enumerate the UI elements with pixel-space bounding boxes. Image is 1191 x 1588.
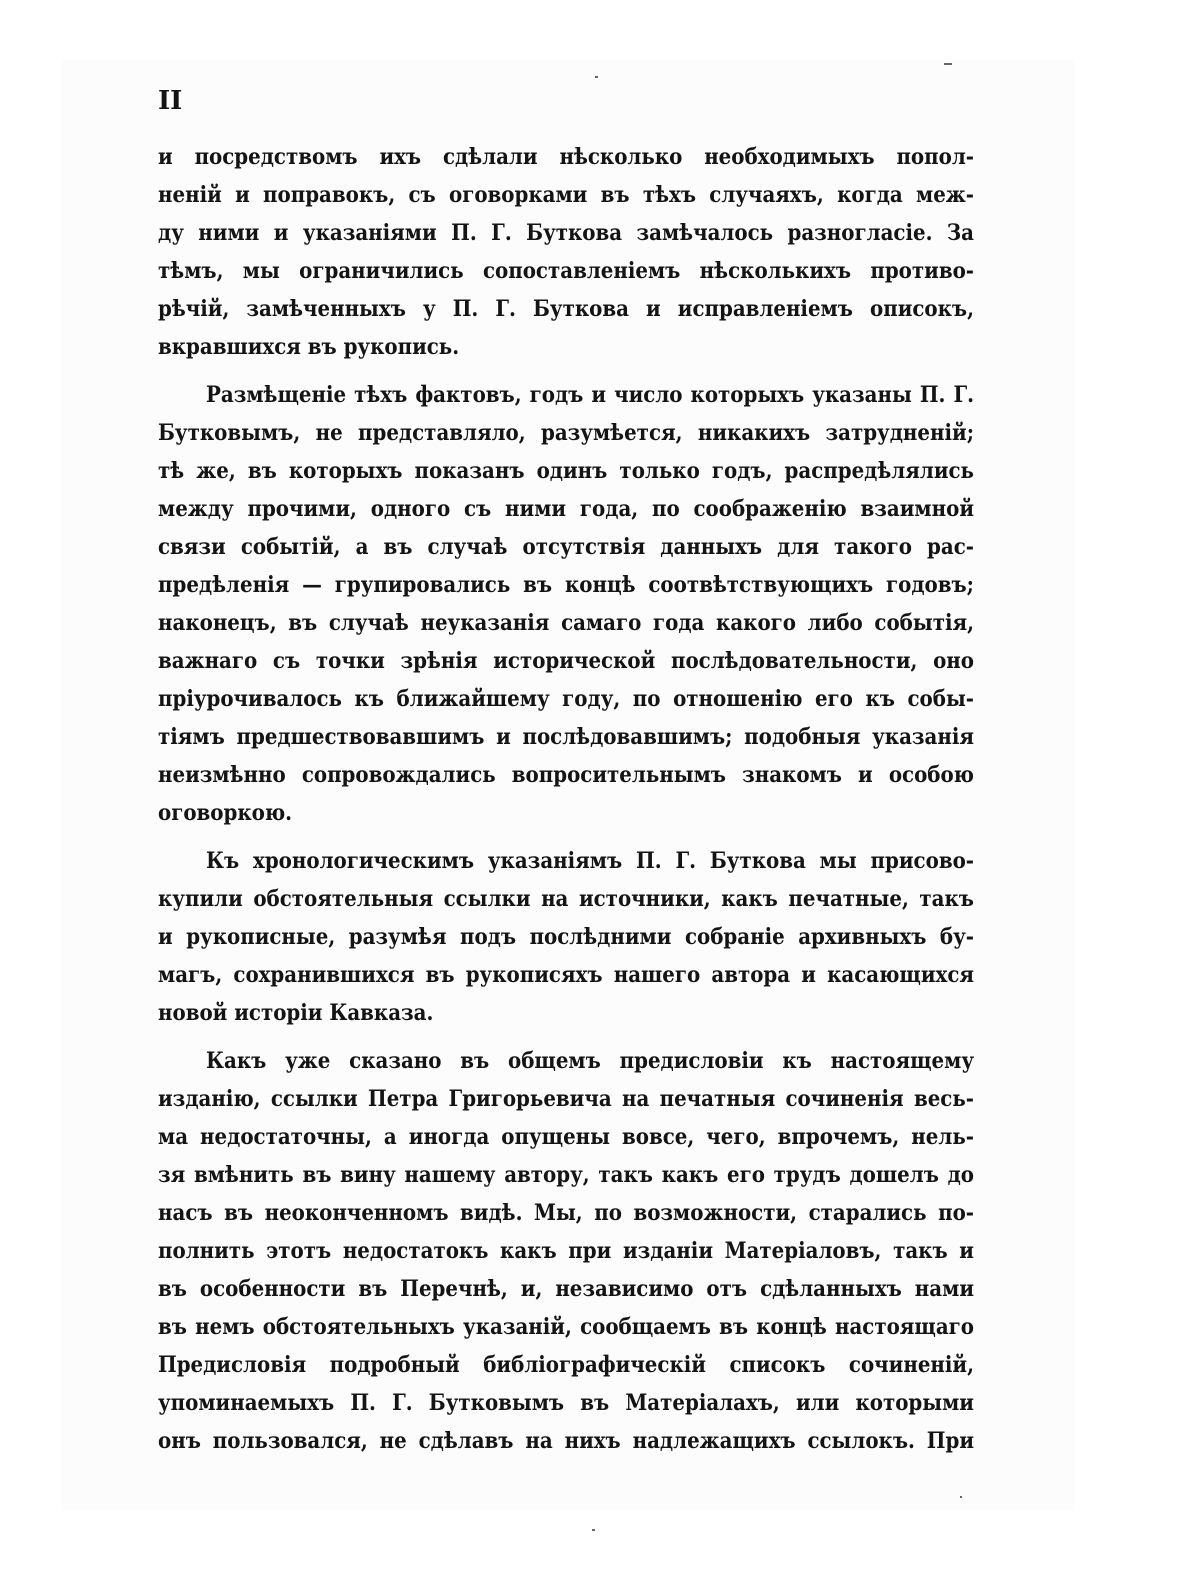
text-line: наконецъ, въ случаѣ неуказанія самаго года какого либо событія,: [158, 610, 974, 636]
text-line: связи событій, а въ случаѣ отсутствія данныхъ для такого рас-: [158, 534, 974, 560]
text-line: въ немъ обстоятельныхъ указаній, сообщаемъ въ концѣ настоящаго: [158, 1314, 974, 1340]
text-line: Къ хронологическимъ указаніямъ П. Г. Буткова мы присово-: [206, 848, 974, 874]
text-line: предѣленія — групировались въ концѣ соотвѣтствующихъ годовъ;: [158, 572, 974, 598]
text-line: вкравшихся въ рукопись.: [158, 334, 460, 360]
text-line: неизмѣнно сопровождались вопросительнымъ знакомъ и особою: [158, 762, 974, 788]
scan-speck: [960, 1496, 962, 1498]
text-line: оговоркою.: [158, 800, 293, 826]
text-line: магъ, сохранившихся въ рукописяхъ нашего автора и касающихся: [158, 962, 974, 988]
paragraph-4: [158, 1042, 974, 1460]
text-line: въ особенности въ Перечнѣ, и, независимо отъ сдѣланныхъ нами: [158, 1276, 974, 1302]
text-line: Бутковымъ, не представляло, разумѣется, никакихъ затрудненій;: [158, 420, 974, 446]
text-line: тіямъ предшествовавшимъ и послѣдовавшимъ; подобныя указанія: [158, 724, 974, 750]
text-line: тѣ же, въ которыхъ показанъ одинъ только годъ, распредѣлялись: [158, 458, 974, 484]
scan-speck: [592, 1529, 595, 1531]
text-line: рѣчій, замѣченныхъ у П. Г. Буткова и исправленіемъ описокъ,: [158, 296, 974, 322]
text-line: Какъ уже сказано въ общемъ предисловіи къ настоящему: [206, 1048, 974, 1074]
text-line: ма недостаточны, а иногда опущены вовсе, чего, впрочемъ, нель-: [158, 1124, 974, 1150]
text-line: изданію, ссылки Петра Григорьевича на печатныя сочиненія весь-: [158, 1086, 974, 1112]
paragraph-2: [158, 376, 974, 832]
text-line: и посредствомъ ихъ сдѣлали нѣсколько необходимыхъ попол-: [158, 144, 974, 170]
text-line: насъ въ неоконченномъ видѣ. Мы, по возможности, старались по-: [158, 1200, 974, 1226]
paragraph-3: [158, 842, 974, 1032]
text-line: онъ пользовался, не сдѣлавъ на нихъ надлежащихъ ссылокъ. При: [158, 1428, 974, 1454]
text-line: упоминаемыхъ П. Г. Бутковымъ въ Матеріалахъ, или которыми: [158, 1390, 974, 1416]
text-line: и рукописные, разумѣя подъ послѣдними собраніе архивныхъ бу-: [158, 924, 974, 950]
text-line: зя вмѣнить въ вину нашему автору, такъ какъ его трудъ дошелъ до: [158, 1162, 974, 1188]
text-line: полнить этотъ недостатокъ какъ при изданіи Матеріаловъ, такъ и: [158, 1238, 974, 1264]
scan-speck: [944, 63, 952, 65]
text-line: тѣмъ, мы ограничились сопоставленіемъ нѣсколькихъ противо-: [158, 258, 974, 284]
text-line: купили обстоятельныя ссылки на источники, какъ печатные, такъ: [158, 886, 974, 912]
text-line: важнаго съ точки зрѣнія исторической послѣдовательности, оно: [158, 648, 974, 674]
scan-speck: [595, 76, 598, 78]
text-line: пріурочивалось къ ближайшему году, по отношенію его къ собы-: [158, 686, 974, 712]
text-line: между прочими, одного съ ними года, по соображенію взаимной: [158, 496, 974, 522]
text-line: ду ними и указаніями П. Г. Буткова замѣчалось разногласіе. За: [158, 220, 974, 246]
text-line: Размѣщеніе тѣхъ фактовъ, годъ и число которыхъ указаны П. Г.: [206, 382, 974, 408]
text-line: новой исторіи Кавказа.: [158, 1000, 434, 1026]
page-number: II: [158, 86, 183, 116]
paragraph-1: [158, 138, 974, 366]
text-line: неній и поправокъ, съ оговорками въ тѣхъ случаяхъ, когда меж-: [158, 182, 974, 208]
body-text: [158, 138, 974, 1470]
text-line: Предисловія подробный библіографическій списокъ сочиненій,: [158, 1352, 974, 1378]
